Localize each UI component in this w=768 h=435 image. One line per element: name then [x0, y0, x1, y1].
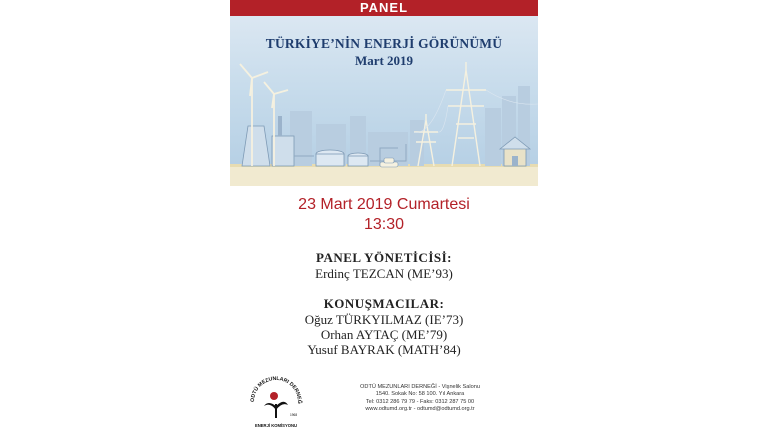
event-date: 23 Mart 2019 Cumartesi — [298, 196, 470, 213]
hero-subtitle: Mart 2019 — [354, 53, 414, 68]
moderator-heading: PANEL YÖNETİCİSİ: — [316, 250, 452, 265]
event-time: 13:30 — [363, 216, 405, 233]
ground — [230, 166, 538, 186]
logo-year: 1968 — [290, 413, 298, 417]
moderator-section — [230, 250, 538, 281]
moderator-name: Erdinç TEZCAN (ME’93) — [315, 266, 453, 281]
transmission-tower-icon — [414, 62, 486, 166]
power-plant-icon — [242, 116, 294, 166]
panel-label: PANEL — [359, 0, 409, 15]
odtumd-logo — [248, 372, 304, 430]
venue-web-email: www.odtumd.org.tr - odtumd@odtumd.org.tr — [365, 406, 475, 413]
venue-contact-info — [325, 384, 515, 414]
venue-name: ODTÜ MEZUNLARI DERNEĞİ - Vişnelik Salonu — [360, 384, 480, 390]
hero-title: TÜRKİYE’NİN ENERJİ GÖRÜNÜMÜ — [265, 36, 503, 51]
tree-emblem-icon — [248, 372, 304, 430]
speaker-name: Yusuf BAYRAK (MATH’84) — [307, 342, 461, 357]
hero-illustration — [230, 16, 538, 186]
logo-arc-text: ODTÜ MEZUNLARI DERNEĞ — [249, 375, 303, 404]
event-poster — [230, 0, 538, 432]
logo-commission-label: ENERJİ KOMİSYONU — [254, 423, 298, 428]
venue-phone: Tel: 0312 286 79 79 - Faks: 0312 287 75 00 — [365, 398, 475, 405]
speakers-section — [230, 296, 538, 357]
panel-banner — [230, 0, 538, 16]
speaker-name: Orhan AYTAÇ (ME’79) — [320, 327, 448, 342]
speakers-heading: KONUŞMACILAR: — [323, 296, 445, 311]
venue-address: 1540. Sokak No: 58 100. Yıl Ankara — [375, 391, 465, 398]
speaker-name: Oğuz TÜRKYILMAZ (IE’73) — [304, 312, 464, 327]
